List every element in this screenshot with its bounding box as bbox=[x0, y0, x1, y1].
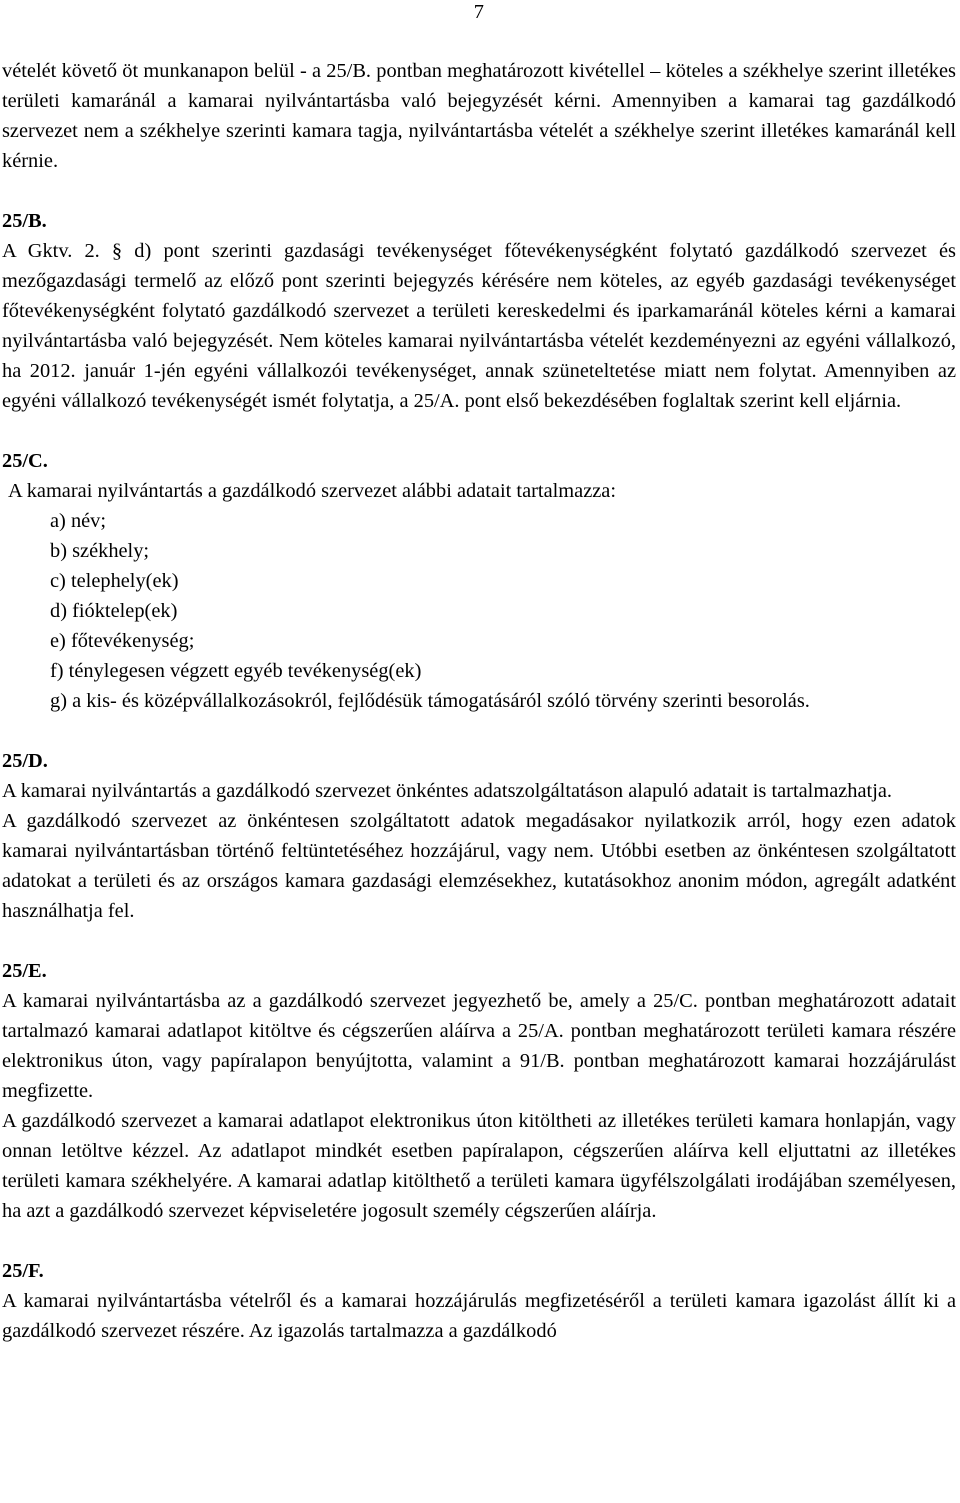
section-paragraph: A gazdálkodó szervezet a kamarai adatlapot elektronikus úton kitöltheti az illetékes területi kamara honlapján, vagy onnan letöltve kézzel. Az adatlapot mindkét esetben papíralapon, cégszerűen aláírva kell eljuttatni az illetékes területi kamara székhelyére. A kamarai adatlap kitölthető a területi kamara ügyfélszolgálati irodájában személyesen, ha azt a gazdálkodó szervezet képviseletére jogosult személy cégszerűen aláírja. bbox=[2, 1110, 956, 1222]
section-25f bbox=[2, 1256, 956, 1346]
section-heading: 25/B. bbox=[2, 210, 47, 232]
data-list bbox=[2, 506, 956, 716]
list-item: b) székhely; bbox=[50, 540, 150, 562]
section-25b bbox=[2, 206, 956, 416]
document-body bbox=[2, 56, 956, 1346]
list-item: g) a kis- és középvállalkozásokról, fejlődésük támogatásáról szóló törvény szerinti besorolás. bbox=[50, 690, 810, 712]
section-paragraph: A gazdálkodó szervezet az önkéntesen szolgáltatott adatok megadásakor nyilatkozik arról, hogy ezen adatok kamarai nyilvántartásban történő feltüntetéséhez hozzájárul, vagy nem. Utóbbi esetben az önkéntesen szolgáltatott adatokat a területi és az országos kamara gazdasági elemzésekhez, kutatásokhoz anonim módon, agregált adatként használhatja fel. bbox=[2, 810, 956, 922]
list-item: d) fióktelep(ek) bbox=[50, 600, 178, 622]
section-paragraph: A Gktv. 2. § d) pont szerinti gazdasági tevékenységet főtevékenységként folytató gazdálkodó szervezet és mezőgazdasági termelő az előző pont szerinti bejegyzés kérésére nem köteles, az egyéb gazdasági tevékenységet főtevékenységként folytató gazdálkodó szervezet a területi kereskedelmi és iparkamaránál köteles kérni a kamarai nyilvántartásba való bejegyzését. Nem köteles kamarai nyilvántartásba vételét kezdeményezni az egyéni vállalkozó, ha 2012. január 1-jén egyéni vállalkozói tevékenységet, annak szüneteltetése miatt nem folytat. Amennyiben az egyéni vállalkozó tevékenységét ismét folytatja, a 25/A. pont első bekezdésében foglaltak szerint kell eljárnia. bbox=[2, 240, 956, 412]
section-heading: 25/D. bbox=[2, 750, 48, 772]
section-25d bbox=[2, 746, 956, 926]
section-intro: A kamarai nyilvántartás a gazdálkodó szervezet alábbi adatait tartalmazza: bbox=[8, 480, 617, 502]
section-heading: 25/F. bbox=[2, 1260, 44, 1282]
intro-paragraph: vételét követő öt munkanapon belül - a 25/B. pontban meghatározott kivétellel – köteles a székhelye szerint illetékes területi kamaránál a kamarai nyilvántartásba való bejegyzését kérni. Amennyiben a kamarai tag gazdálkodó szervezet nem a székhelye szerinti kamara tagja, nyilvántartásba vételét a székhelye szerint illetékes kamaránál kell kérnie. bbox=[2, 60, 956, 172]
list-item: c) telephely(ek) bbox=[50, 570, 179, 592]
section-25c bbox=[2, 446, 956, 716]
section-paragraph: A kamarai nyilvántartás a gazdálkodó szervezet önkéntes adatszolgáltatáson alapuló adatait is tartalmazhatja. bbox=[2, 780, 893, 802]
section-paragraph: A kamarai nyilvántartásba az a gazdálkodó szervezet jegyezhető be, amely a 25/C. pontban meghatározott adatait tartalmazó kamarai adatlapot kitöltve és cégszerűen aláírva a 25/A. pontban meghatározott területi kamara részére elektronikus úton, vagy papíralapon benyújtotta, valamint a 91/B. pontban meghatározott kamarai hozzájárulást megfizette. bbox=[2, 990, 956, 1102]
list-item: e) főtevékenység; bbox=[50, 630, 195, 652]
section-paragraph: A kamarai nyilvántartásba vételről és a kamarai hozzájárulás megfizetéséről a területi kamara igazolást állít ki a gazdálkodó szervezet részére. Az igazolás tartalmazza a gazdálkodó bbox=[2, 1290, 956, 1342]
list-item: a) név; bbox=[50, 510, 107, 532]
section-25e bbox=[2, 956, 956, 1226]
list-item: f) ténylegesen végzett egyéb tevékenység(ek) bbox=[50, 660, 422, 682]
section-heading: 25/E. bbox=[2, 960, 47, 982]
section-heading: 25/C. bbox=[2, 450, 48, 472]
page-number: 7 bbox=[473, 1, 484, 23]
